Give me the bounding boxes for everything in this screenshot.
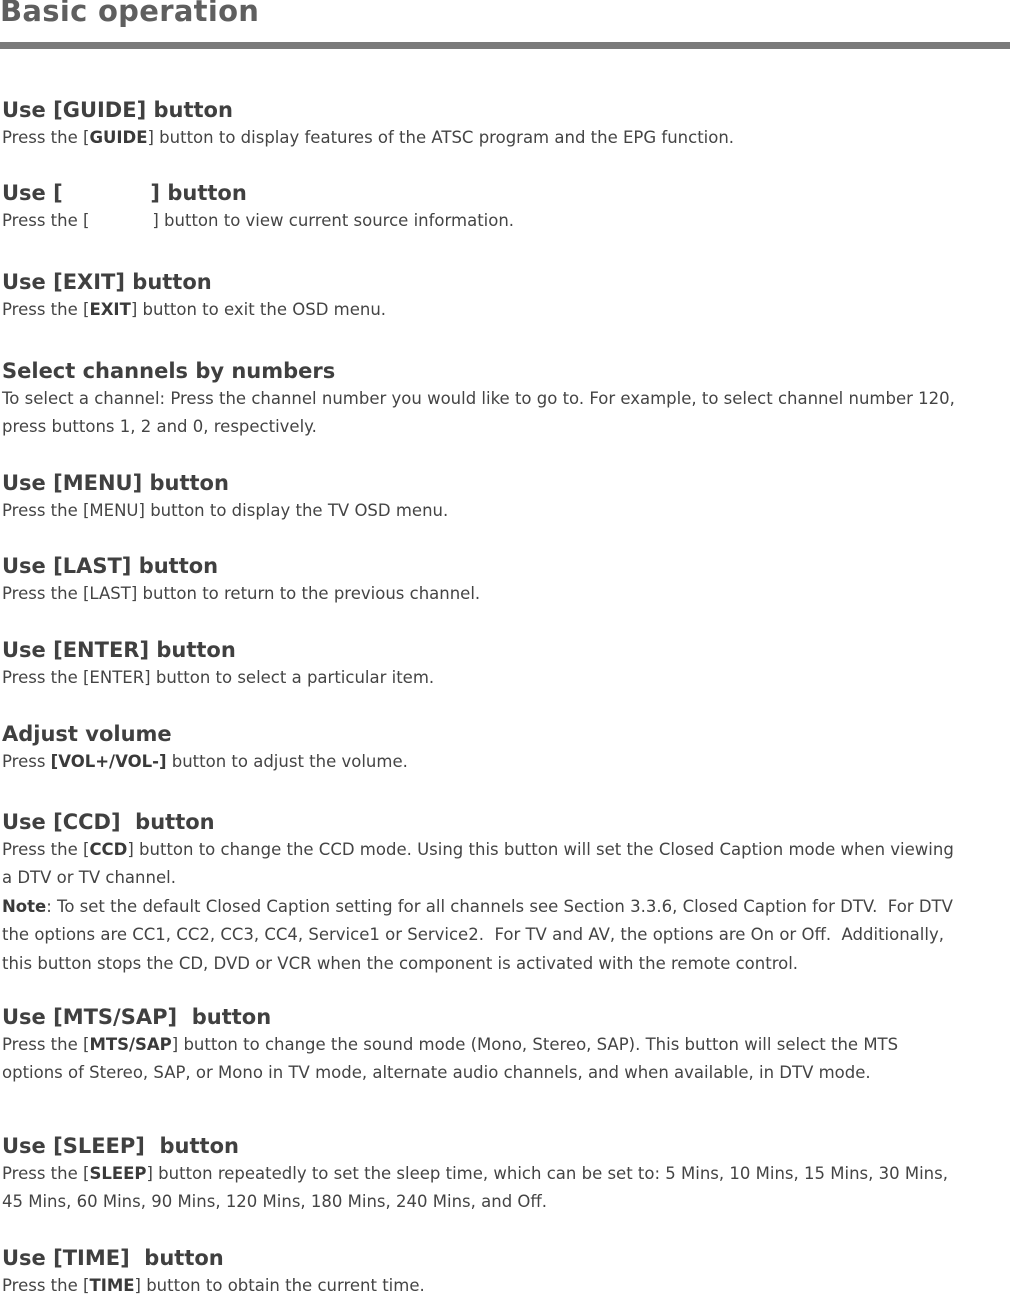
text-run: ] button to exit the OSD menu. xyxy=(130,300,387,319)
section-text xyxy=(2,1272,1008,1300)
section-mts-sap xyxy=(2,1003,1008,1088)
text-run: button to adjust the volume. xyxy=(166,752,408,771)
note-text: this button stops the CD, DVD or VCR when the component is activated with the remote control. xyxy=(2,953,799,973)
section-heading: Use [ ] button xyxy=(2,181,247,205)
note-label: Note xyxy=(2,896,47,916)
section-text xyxy=(2,1031,1008,1059)
section-heading: Use [LAST] button xyxy=(2,554,219,578)
text-run: Press the [ xyxy=(2,300,90,319)
section-heading: Use [TIME] button xyxy=(2,1246,224,1270)
section-heading: Use [CCD] button xyxy=(2,810,215,834)
text-run: Press the [ xyxy=(2,1164,90,1183)
section-time xyxy=(2,1244,1008,1300)
page-title: Basic operation xyxy=(0,0,260,28)
button-name: EXIT xyxy=(89,300,131,319)
section-heading: Use [MTS/SAP] button xyxy=(2,1005,272,1029)
section-heading: Use [MENU] button xyxy=(2,471,229,495)
note-text xyxy=(2,893,1008,921)
section-text xyxy=(2,836,1008,864)
section-text: a DTV or TV channel. xyxy=(2,868,176,888)
section-text: Press the [LAST] button to return to the previous channel. xyxy=(2,584,481,603)
section-guide xyxy=(2,96,1008,152)
section-text: 45 Mins, 60 Mins, 90 Mins, 120 Mins, 180 Mins, 240 Mins, and Off. xyxy=(2,1192,548,1212)
text-run: Press the [ xyxy=(2,1035,90,1054)
text-run: ] button to change the CCD mode. Using this button will set the Closed Caption mode when viewing xyxy=(127,840,954,859)
button-name: GUIDE xyxy=(89,128,148,147)
section-exit xyxy=(2,268,1008,324)
section-heading: Use [SLEEP] button xyxy=(2,1134,239,1158)
text-run: ] button to change the sound mode (Mono, Stereo, SAP). This button will select the MTS xyxy=(171,1035,899,1054)
text-run: ] button repeatedly to set the sleep time, which can be set to: 5 Mins, 10 Mins, 15 Mins, 30 Mins, xyxy=(146,1164,948,1183)
button-name: MTS/SAP xyxy=(89,1035,172,1054)
text-run: ] button to display features of the ATSC program and the EPG function. xyxy=(147,128,735,147)
section-heading: Adjust volume xyxy=(2,722,172,746)
section-heading: Use [GUIDE] button xyxy=(2,98,233,122)
section-info xyxy=(2,179,1008,235)
section-text xyxy=(2,296,1008,324)
section-text: To select a channel: Press the channel number you would like to go to. For example, to select channel number 120, xyxy=(2,389,955,408)
section-heading: Use [ENTER] button xyxy=(2,638,236,662)
section-sleep xyxy=(2,1132,1008,1217)
text-run: ] button to obtain the current time. xyxy=(134,1276,425,1295)
section-text: options of Stereo, SAP, or Mono in TV mode, alternate audio channels, and when available, in DTV mode. xyxy=(2,1063,871,1083)
section-heading: Use [EXIT] button xyxy=(2,270,212,294)
section-numbers xyxy=(2,357,1008,442)
text-run: : To set the default Closed Caption setting for all channels see Section 3.3.6, Closed Caption for DTV. For DTV xyxy=(46,896,953,916)
button-name: TIME xyxy=(89,1276,135,1295)
section-text xyxy=(2,1160,1008,1188)
section-text: press buttons 1, 2 and 0, respectively. xyxy=(2,417,317,437)
section-text: Press the [MENU] button to display the TV OSD menu. xyxy=(2,501,449,520)
section-text xyxy=(2,748,1008,776)
text-run: Press the [ xyxy=(2,128,90,147)
section-menu xyxy=(2,469,1008,525)
section-text xyxy=(2,124,1008,152)
text-run: Press the [ xyxy=(2,840,90,859)
section-ccd xyxy=(2,808,1008,978)
button-name: SLEEP xyxy=(89,1164,147,1183)
button-name: CCD xyxy=(89,840,128,859)
text-run: Press the [ xyxy=(2,1276,90,1295)
section-last xyxy=(2,552,1008,608)
note-text: the options are CC1, CC2, CC3, CC4, Service1 or Service2. For TV and AV, the options are On or Off. Additionally, xyxy=(2,925,944,945)
button-name: [VOL+/VOL-] xyxy=(50,752,167,771)
title-divider xyxy=(0,42,1010,49)
section-enter xyxy=(2,636,1008,692)
section-text: Press the [ENTER] button to select a particular item. xyxy=(2,668,435,687)
section-volume xyxy=(2,720,1008,776)
text-run: Press xyxy=(2,752,51,771)
section-text: Press the [ ] button to view current source information. xyxy=(2,211,515,230)
section-heading: Select channels by numbers xyxy=(2,359,336,383)
